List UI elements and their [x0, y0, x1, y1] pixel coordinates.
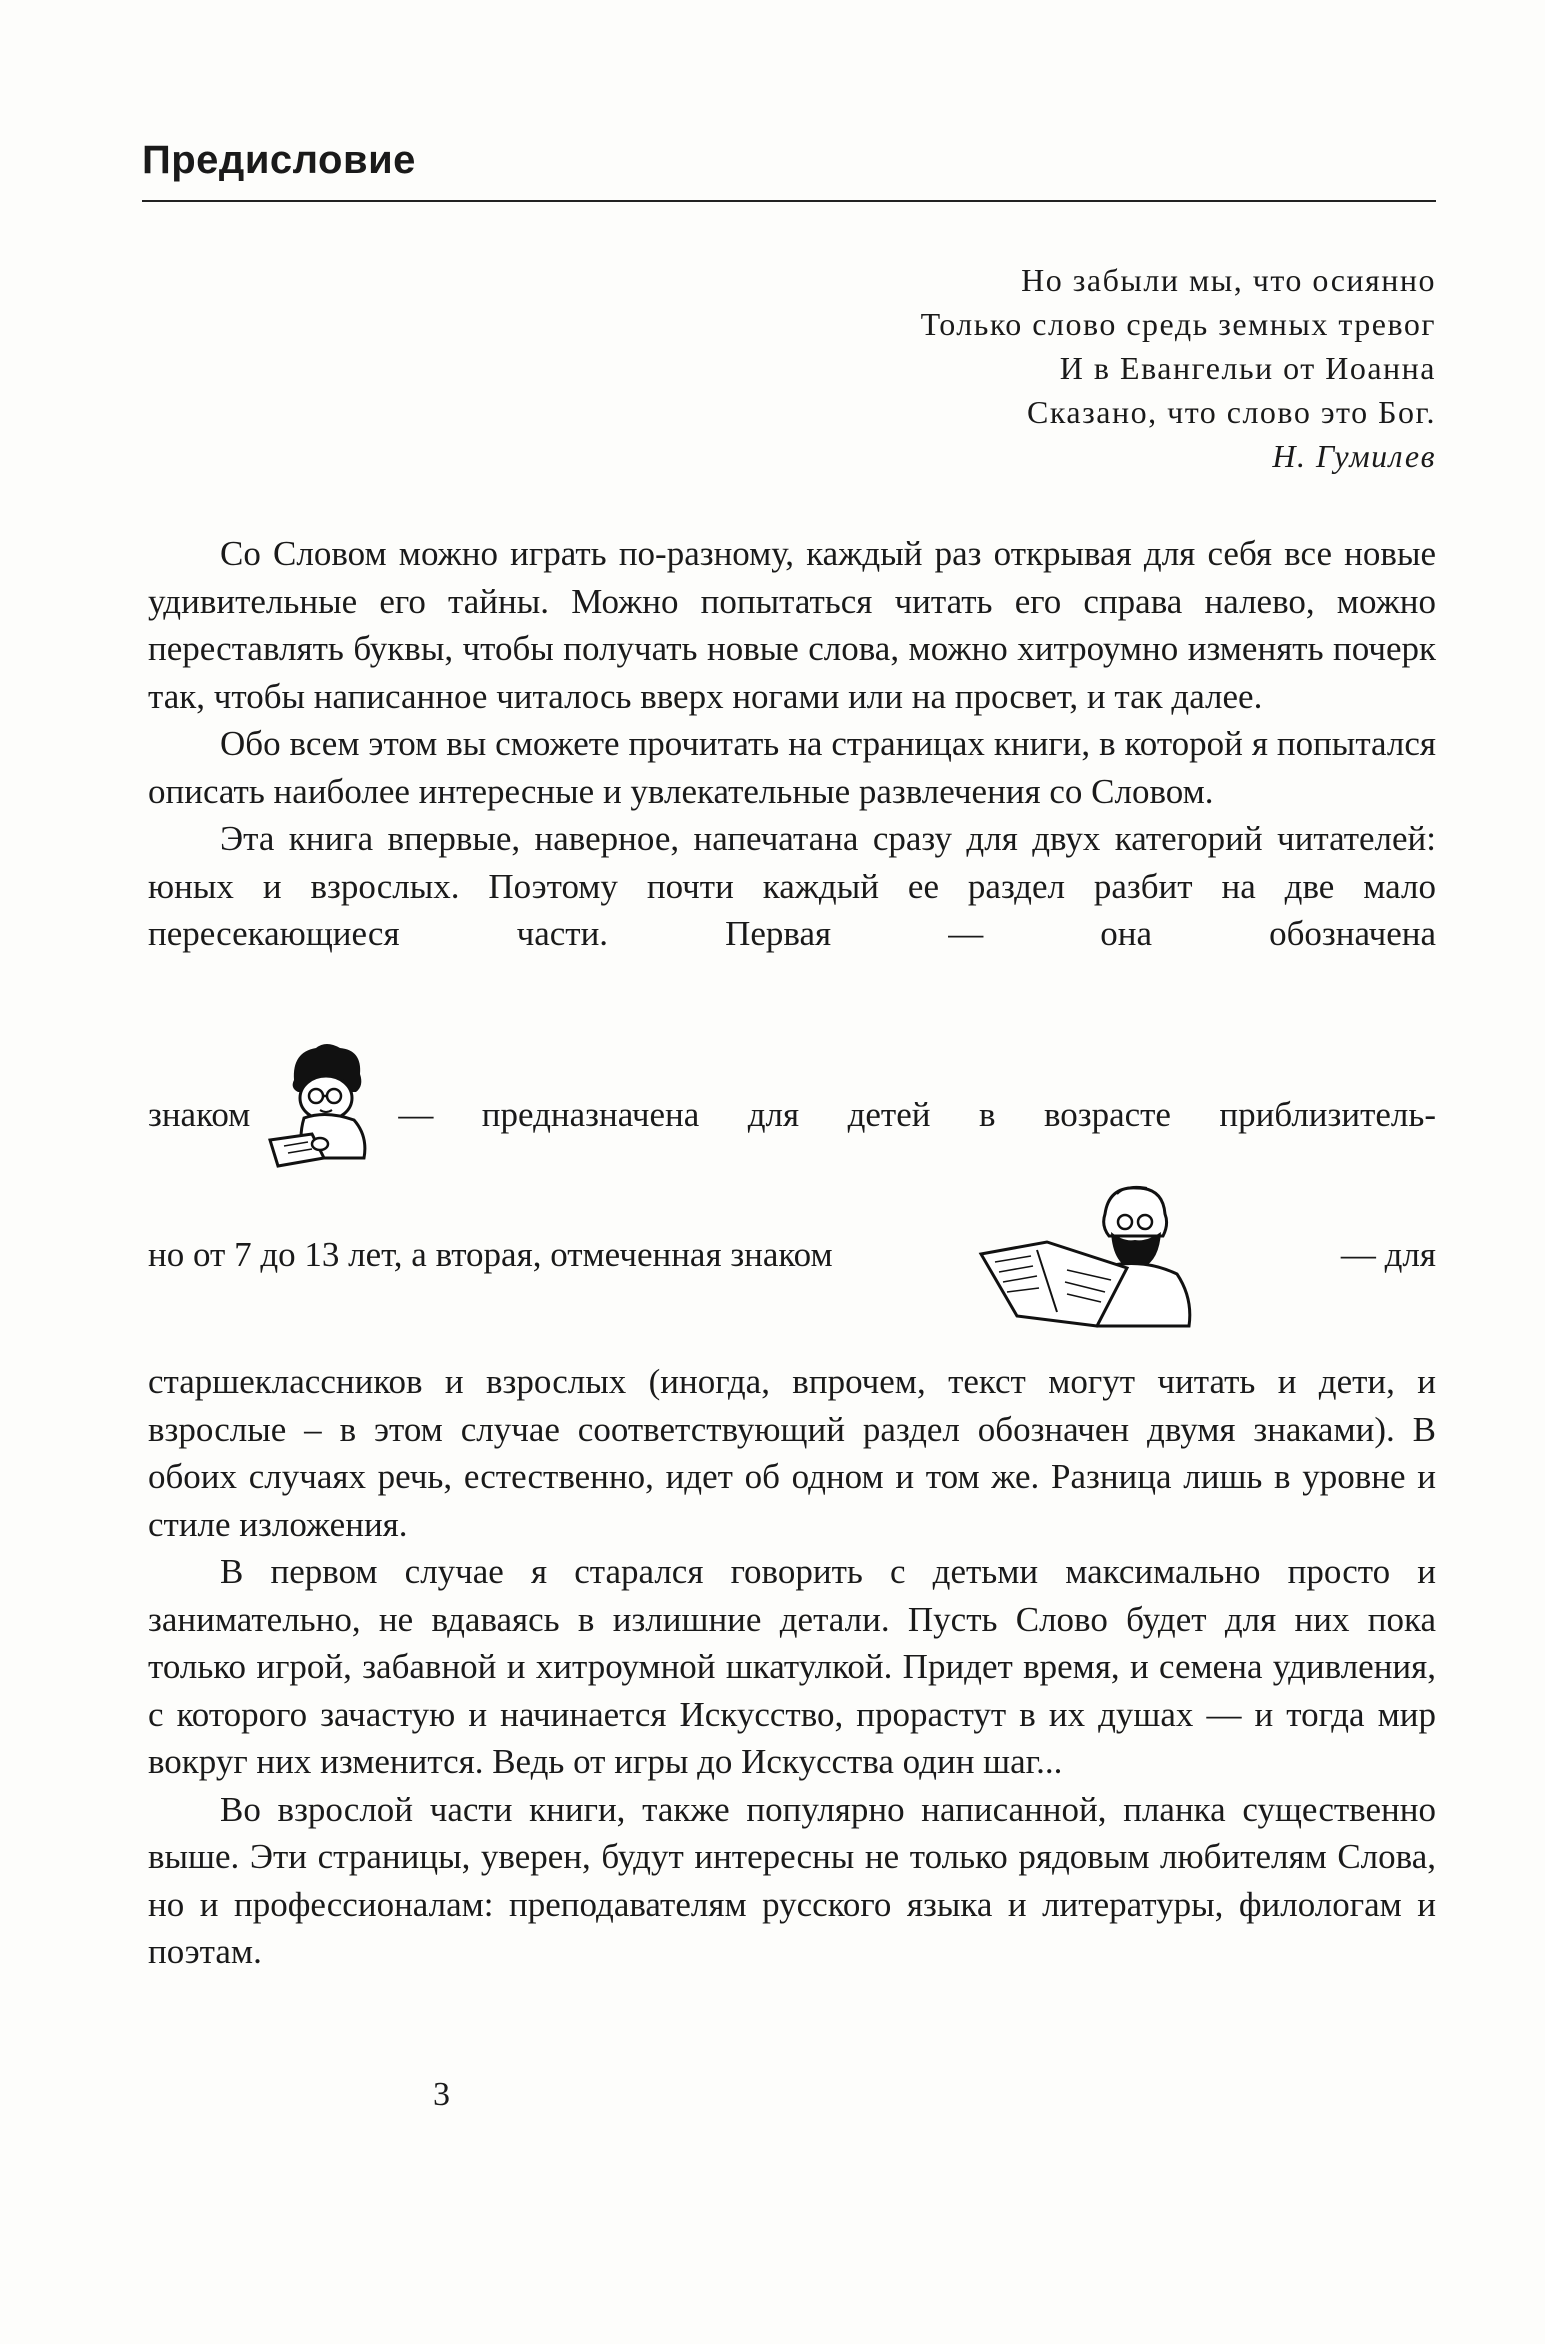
page-title: Предисловие	[142, 138, 416, 182]
child-sign-line	[148, 1060, 1436, 1170]
paragraph-2: Обо всем этом вы сможете прочитать на страницах книги, в которой я попытался описать наиболее интересные и увлекательные развлечения со Словом.	[148, 724, 1436, 811]
paragraph-3-continued: старшеклассников и взрослых (иногда, впрочем, текст могут читать и дети, и взрослые – в этом случае соответствующий раздел обозначен двумя знаками). В обоих случаях речь, естественно, идет об одном и том же. Разница лишь в уровне и стиле изложения.	[148, 1362, 1436, 1544]
sign-line-1-before: знаком	[148, 1095, 251, 1134]
epigraph-line: Но забыли мы, что осиянно	[1021, 262, 1436, 298]
sign-line-1-after: — предназначена для детей в возрасте приблизитель-	[398, 1095, 1436, 1134]
header-rule	[142, 200, 1436, 202]
paragraph-5: Во взрослой части книги, также популярно написанной, планка существенно выше. Эти страницы, уверен, будут интересны не только рядовым любителям Слова, но и профессионалам: преподавателям русского языка и литературы, филологам и поэтам.	[148, 1789, 1436, 1971]
child-reader-icon	[264, 1040, 384, 1170]
epigraph-line: Сказано, что слово это Бог.	[1027, 394, 1436, 430]
sign-line-2-before: но от 7 до 13 лет, а вторая, отмеченная знаком	[148, 1235, 833, 1274]
body-text-bottom	[148, 1358, 1436, 1976]
sign-line-2-after: — для	[1340, 1235, 1436, 1274]
paragraph-3: Эта книга впервые, наверное, напечатана сразу для двух категорий читателей: юных и взрослых. Поэтому почти каждый ее раздел разбит на две мало пересекающиеся части. Первая — она обозначена	[148, 819, 1436, 953]
adult-sign-line	[148, 1180, 1436, 1330]
epigraph-line: Только слово средь земных тревог	[920, 306, 1436, 342]
paragraph-1: Со Словом можно играть по-разному, каждый раз открывая для себя все новые удивительные его тайны. Можно попытаться читать его справа налево, можно переставлять буквы, чтобы получать новые слова, можно хитроумно изменять почерк так, чтобы написанное читалось вверх ногами или на просвет, и так далее.	[148, 534, 1436, 716]
body-text-top	[148, 530, 1436, 958]
epigraph	[921, 258, 1436, 478]
page-number: 3	[433, 2076, 450, 2113]
epigraph-author: Н. Гумилев	[1272, 438, 1436, 474]
paragraph-4: В первом случае я старался говорить с детьми максимально просто и занимательно, не вдаваясь в излишние детали. Пусть Слово будет для них пока только игрой, забавной и хитроумной шкатулкой. Придет время, и семена удивления, с которого зачастую и начинается Искусство, прорастут в их душах — и тогда мир вокруг них изменится. Ведь от игры до Искусства один шаг...	[148, 1552, 1436, 1781]
adult-reader-icon	[977, 1180, 1197, 1330]
epigraph-line: И в Евангельи от Иоанна	[1059, 350, 1436, 386]
